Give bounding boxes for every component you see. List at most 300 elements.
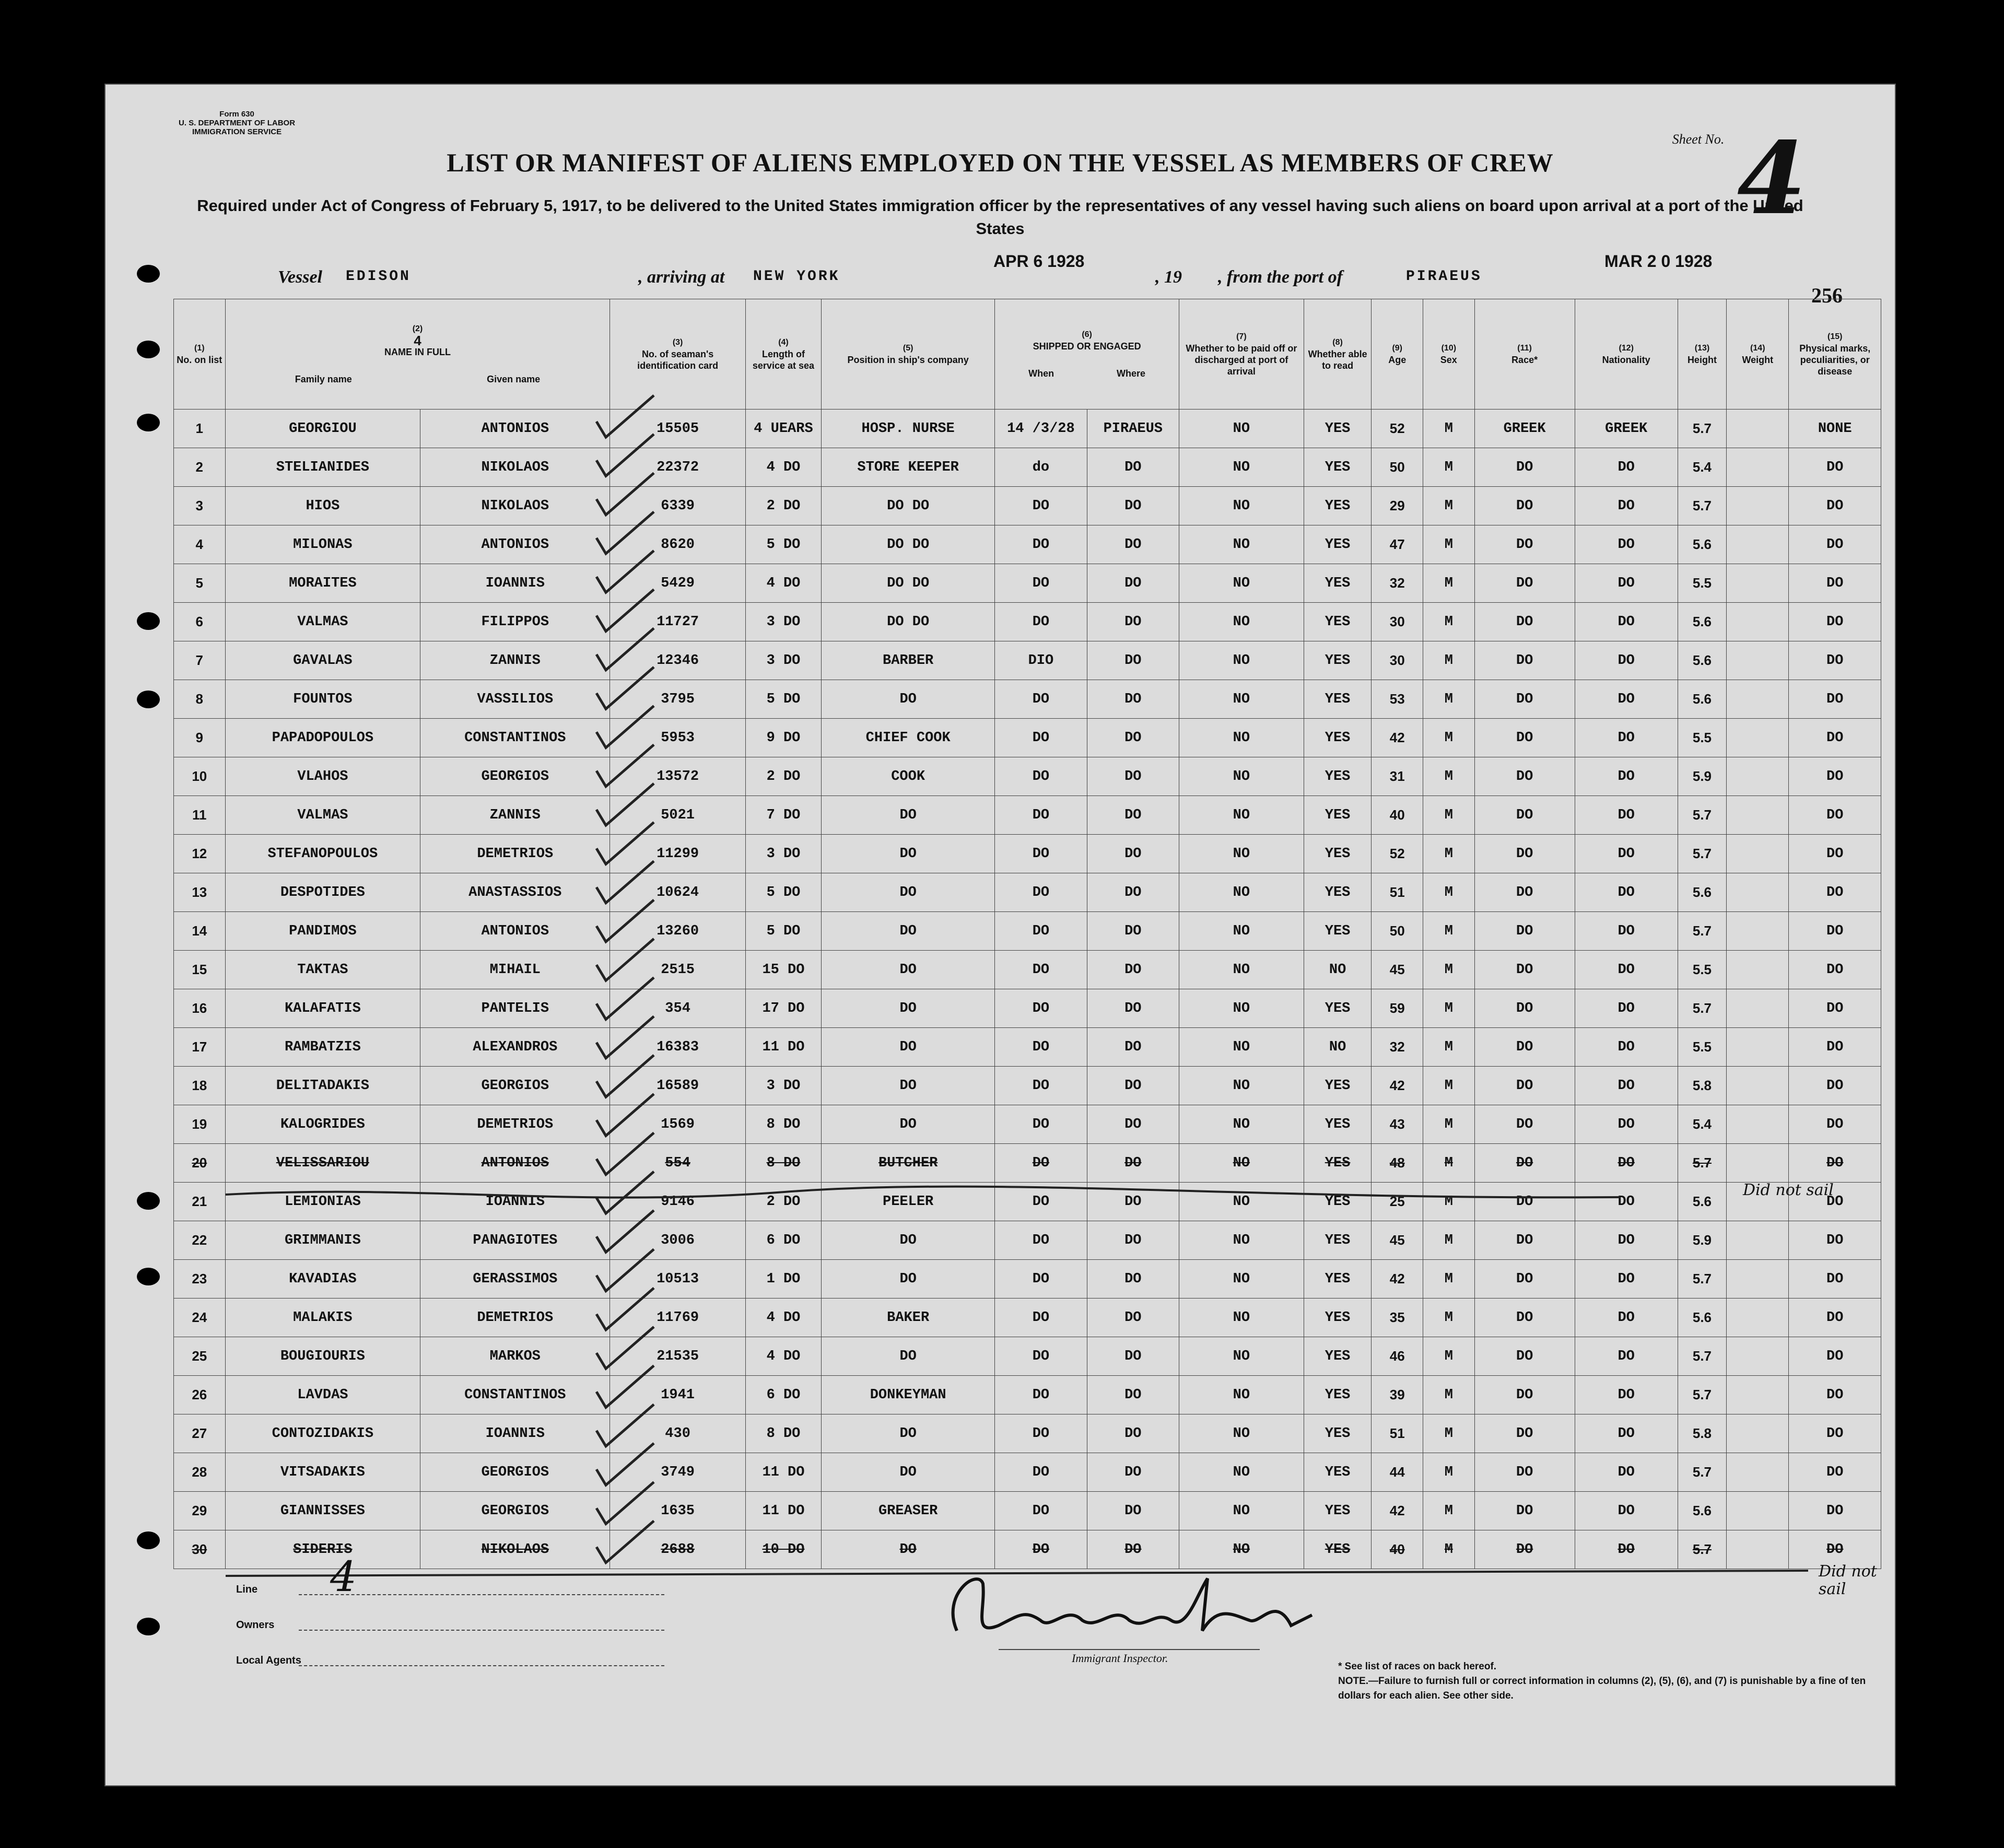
cell-family: LAVDAS	[225, 1376, 420, 1414]
table-row	[174, 951, 1881, 989]
cell-when: 14 /3/28	[995, 410, 1087, 448]
cell-position: DO	[822, 1105, 995, 1144]
cell-age: 31	[1372, 757, 1423, 796]
cell-no: 28	[174, 1453, 226, 1492]
cell-paid: NO	[1179, 719, 1304, 757]
cell-given: MARKOS	[420, 1337, 610, 1376]
cell-nat: DO	[1575, 912, 1678, 951]
cell-height: 5.7	[1678, 989, 1726, 1028]
cell-when: do	[995, 448, 1087, 487]
punch-hole	[137, 265, 160, 283]
cell-service: 17 DO	[745, 989, 821, 1028]
punch-hole	[137, 691, 160, 708]
cell-weight	[1727, 1221, 1789, 1260]
cell-age: 40	[1372, 1530, 1423, 1569]
cell-marks: DO	[1789, 796, 1881, 835]
cell-card: 3749	[610, 1453, 745, 1492]
cell-race: DO	[1474, 603, 1575, 641]
cell-weight	[1727, 1414, 1789, 1453]
cell-marks: DO	[1789, 525, 1881, 564]
subheader: Family name	[295, 374, 352, 384]
cell-service: 5 DO	[745, 912, 821, 951]
cell-where: DO	[1087, 1414, 1179, 1453]
cell-family: KALAFATIS	[225, 989, 420, 1028]
cell-service: 4 DO	[745, 1337, 821, 1376]
cell-service: 10 DO	[745, 1530, 821, 1569]
cell-family: VALMAS	[225, 603, 420, 641]
cell-position: DO	[822, 1337, 995, 1376]
cell-where: DO	[1087, 1221, 1179, 1260]
cell-sex: M	[1423, 410, 1475, 448]
cell-nat: DO	[1575, 1376, 1678, 1414]
cell-card: 5021	[610, 796, 745, 835]
cell-marks: DO	[1789, 1376, 1881, 1414]
cell-height: 5.5	[1678, 719, 1726, 757]
cell-given: IOANNIS	[420, 1183, 610, 1221]
cell-read: YES	[1304, 525, 1372, 564]
cell-race: DO	[1474, 1414, 1575, 1453]
cell-race: DO	[1474, 1183, 1575, 1221]
cell-marks: DO	[1789, 1299, 1881, 1337]
cell-given: NIKOLAOS	[420, 1530, 610, 1569]
cell-sex: M	[1423, 1414, 1475, 1453]
cell-nat: DO	[1575, 719, 1678, 757]
cell-age: 42	[1372, 1067, 1423, 1105]
cell-paid: NO	[1179, 1105, 1304, 1144]
table-row	[174, 1067, 1881, 1105]
departure-date-stamp: MAR 2 0 1928	[1604, 252, 1713, 271]
cell-marks: DO	[1789, 719, 1881, 757]
cell-position: DO	[822, 1414, 995, 1453]
cell-nat: DO	[1575, 487, 1678, 525]
table-row	[174, 1028, 1881, 1067]
cell-sex: M	[1423, 1144, 1475, 1183]
cell-marks: DO	[1789, 757, 1881, 796]
cell-no: 3	[174, 487, 226, 525]
cell-weight	[1727, 448, 1789, 487]
cell-height: 5.7	[1678, 487, 1726, 525]
sheet-number	[1672, 120, 1806, 237]
cell-nat: DO	[1575, 989, 1678, 1028]
cell-age: 50	[1372, 912, 1423, 951]
cell-family: VELISSARIOU	[225, 1144, 420, 1183]
cell-paid: NO	[1179, 525, 1304, 564]
cell-card: 13572	[610, 757, 745, 796]
cell-marks: NONE	[1789, 410, 1881, 448]
cell-age: 40	[1372, 796, 1423, 835]
cell-given: FILIPPOS	[420, 603, 610, 641]
cell-read: YES	[1304, 912, 1372, 951]
cell-sex: M	[1423, 835, 1475, 873]
cell-sex: M	[1423, 1453, 1475, 1492]
arriving-label: , arriving at	[638, 267, 725, 287]
cell-read: YES	[1304, 1144, 1372, 1183]
cell-family: DESPOTIDES	[225, 873, 420, 912]
cell-marks: DO	[1789, 641, 1881, 680]
cell-nat: DO	[1575, 1105, 1678, 1144]
cell-weight	[1727, 951, 1789, 989]
table-row	[174, 912, 1881, 951]
cell-position: DO	[822, 1221, 995, 1260]
cell-read: YES	[1304, 1299, 1372, 1337]
cell-weight	[1727, 1453, 1789, 1492]
cell-race: DO	[1474, 1260, 1575, 1299]
cell-read: YES	[1304, 680, 1372, 719]
inspector-label: Immigrant Inspector.	[1072, 1652, 1168, 1665]
cell-read: YES	[1304, 796, 1372, 835]
cell-when: DO	[995, 912, 1087, 951]
cell-race: DO	[1474, 1221, 1575, 1260]
cell-sex: M	[1423, 525, 1475, 564]
cell-position: STORE KEEPER	[822, 448, 995, 487]
cell-weight	[1727, 912, 1789, 951]
cell-service: 1 DO	[745, 1260, 821, 1299]
cell-family: MILONAS	[225, 525, 420, 564]
cell-sex: M	[1423, 912, 1475, 951]
cell-height: 5.7	[1678, 1530, 1726, 1569]
cell-where: DO	[1087, 1183, 1179, 1221]
cell-read: YES	[1304, 1414, 1372, 1453]
cell-read: YES	[1304, 603, 1372, 641]
cell-age: 53	[1372, 680, 1423, 719]
cell-service: 8 DO	[745, 1105, 821, 1144]
cell-given: CONSTANTINOS	[420, 1376, 610, 1414]
punch-hole	[137, 612, 160, 630]
punch-hole	[137, 1192, 160, 1210]
cell-card: 16383	[610, 1028, 745, 1067]
cell-when: DO	[995, 1144, 1087, 1183]
cell-sex: M	[1423, 1028, 1475, 1067]
cell-weight	[1727, 1376, 1789, 1414]
cell-read: YES	[1304, 1183, 1372, 1221]
cell-nat: DO	[1575, 873, 1678, 912]
cell-paid: NO	[1179, 1453, 1304, 1492]
header-13: (13) Height	[1678, 299, 1726, 410]
form-id: Form 630 U. S. DEPARTMENT OF LABOR IMMIGRATION SERVICE	[179, 110, 296, 136]
cell-age: 25	[1372, 1183, 1423, 1221]
cell-paid: NO	[1179, 873, 1304, 912]
cell-marks: DO	[1789, 873, 1881, 912]
cell-age: 29	[1372, 487, 1423, 525]
cell-family: STEFANOPOULOS	[225, 835, 420, 873]
table-row	[174, 680, 1881, 719]
cell-marks: DO	[1789, 989, 1881, 1028]
table-row	[174, 1376, 1881, 1414]
cell-paid: NO	[1179, 757, 1304, 796]
sheet-number-value: 4	[1737, 120, 1806, 237]
cell-race: DO	[1474, 912, 1575, 951]
cell-marks: DO	[1789, 680, 1881, 719]
cell-age: 39	[1372, 1376, 1423, 1414]
cell-paid: NO	[1179, 951, 1304, 989]
cell-service: 3 DO	[745, 603, 821, 641]
cell-race: DO	[1474, 1144, 1575, 1183]
cell-read: YES	[1304, 448, 1372, 487]
cell-given: CONSTANTINOS	[420, 719, 610, 757]
punch-hole	[137, 341, 160, 358]
cell-sex: M	[1423, 564, 1475, 603]
cell-paid: NO	[1179, 1260, 1304, 1299]
cell-family: VLAHOS	[225, 757, 420, 796]
cell-weight	[1727, 525, 1789, 564]
cell-sex: M	[1423, 873, 1475, 912]
cell-where: DO	[1087, 525, 1179, 564]
table-row	[174, 641, 1881, 680]
cell-where: DO	[1087, 1299, 1179, 1337]
cell-given: ZANNIS	[420, 796, 610, 835]
cell-when: DO	[995, 603, 1087, 641]
cell-height: 5.8	[1678, 1067, 1726, 1105]
cell-sex: M	[1423, 989, 1475, 1028]
cell-sex: M	[1423, 1067, 1475, 1105]
table-row	[174, 1221, 1881, 1260]
cell-marks: DO	[1789, 1260, 1881, 1299]
cell-given: ALEXANDROS	[420, 1028, 610, 1067]
cell-family: KALOGRIDES	[225, 1105, 420, 1144]
cell-height: 5.9	[1678, 1221, 1726, 1260]
cell-marks: DO	[1789, 1144, 1881, 1183]
cell-family: DELITADAKIS	[225, 1067, 420, 1105]
cell-service: 4 DO	[745, 1299, 821, 1337]
cell-race: DO	[1474, 989, 1575, 1028]
cell-no: 23	[174, 1260, 226, 1299]
page-title: LIST OR MANIFEST OF ALIENS EMPLOYED ON THE VESSEL AS MEMBERS OF CREW	[447, 148, 1554, 177]
cell-given: ANTONIOS	[420, 410, 610, 448]
cell-sex: M	[1423, 1337, 1475, 1376]
cell-height: 5.7	[1678, 835, 1726, 873]
annotation-row20: Did not sail	[1743, 1181, 1834, 1199]
cell-read: YES	[1304, 1492, 1372, 1530]
cell-nat: DO	[1575, 796, 1678, 835]
cell-given: DEMETRIOS	[420, 1299, 610, 1337]
cell-marks: DO	[1789, 1105, 1881, 1144]
cell-where: DO	[1087, 989, 1179, 1028]
cell-when: DO	[995, 487, 1087, 525]
cell-weight	[1727, 410, 1789, 448]
table-row	[174, 487, 1881, 525]
cell-race: DO	[1474, 1337, 1575, 1376]
cell-height: 5.7	[1678, 410, 1726, 448]
cell-family: VITSADAKIS	[225, 1453, 420, 1492]
cell-position: BUTCHER	[822, 1144, 995, 1183]
table-row	[174, 1144, 1881, 1183]
cell-service: 3 DO	[745, 1067, 821, 1105]
cell-race: DO	[1474, 564, 1575, 603]
cell-weight	[1727, 1492, 1789, 1530]
cell-paid: NO	[1179, 1067, 1304, 1105]
cell-height: 5.6	[1678, 873, 1726, 912]
cell-position: DO	[822, 873, 995, 912]
cell-nat: DO	[1575, 603, 1678, 641]
header-2: (2) 4 NAME IN FULL Family name Given name	[225, 299, 610, 410]
cell-marks: DO	[1789, 1028, 1881, 1067]
cell-given: ANTONIOS	[420, 1144, 610, 1183]
punch-hole	[137, 1531, 160, 1549]
cell-position: DO	[822, 1028, 995, 1067]
cell-when: DO	[995, 951, 1087, 989]
cell-weight	[1727, 487, 1789, 525]
cell-nat: DO	[1575, 1299, 1678, 1337]
cell-family: MALAKIS	[225, 1299, 420, 1337]
cell-when: DIO	[995, 641, 1087, 680]
cell-height: 5.5	[1678, 951, 1726, 989]
cell-position: DO DO	[822, 525, 995, 564]
cell-nat: DO	[1575, 835, 1678, 873]
cell-height: 5.6	[1678, 680, 1726, 719]
cell-age: 32	[1372, 564, 1423, 603]
cell-service: 3 DO	[745, 835, 821, 873]
cell-sex: M	[1423, 757, 1475, 796]
cell-height: 5.5	[1678, 1028, 1726, 1067]
cell-nat: DO	[1575, 1221, 1678, 1260]
cell-where: DO	[1087, 873, 1179, 912]
cell-when: DO	[995, 1299, 1087, 1337]
cell-when: DO	[995, 1260, 1087, 1299]
table-row	[174, 873, 1881, 912]
cell-height: 5.6	[1678, 1183, 1726, 1221]
cell-nat: DO	[1575, 951, 1678, 989]
cell-weight	[1727, 564, 1789, 603]
cell-service: 11 DO	[745, 1453, 821, 1492]
cell-no: 30	[174, 1530, 226, 1569]
cell-race: DO	[1474, 525, 1575, 564]
cell-card: 554	[610, 1144, 745, 1183]
cell-race: DO	[1474, 1453, 1575, 1492]
cell-nat: DO	[1575, 1530, 1678, 1569]
cell-card: 15505	[610, 410, 745, 448]
cell-where: DO	[1087, 603, 1179, 641]
cell-age: 59	[1372, 989, 1423, 1028]
cell-no: 7	[174, 641, 226, 680]
cell-read: YES	[1304, 989, 1372, 1028]
cell-where: DO	[1087, 757, 1179, 796]
table-row	[174, 1299, 1881, 1337]
cell-paid: NO	[1179, 1221, 1304, 1260]
cell-family: BOUGIOURIS	[225, 1337, 420, 1376]
cell-no: 22	[174, 1221, 226, 1260]
cell-no: 1	[174, 410, 226, 448]
punch-hole	[137, 1268, 160, 1285]
page-number: 256	[1811, 284, 1843, 307]
cell-position: DO	[822, 835, 995, 873]
cell-race: DO	[1474, 448, 1575, 487]
cell-given: ANTONIOS	[420, 912, 610, 951]
table-row	[174, 1453, 1881, 1492]
cell-service: 7 DO	[745, 796, 821, 835]
cell-paid: NO	[1179, 603, 1304, 641]
cell-race: DO	[1474, 796, 1575, 835]
cell-family: GAVALAS	[225, 641, 420, 680]
header-7: (7) Whether to be paid off or discharged at port of arrival	[1179, 299, 1304, 410]
cell-service: 9 DO	[745, 719, 821, 757]
cell-paid: NO	[1179, 410, 1304, 448]
header-1: (1) No. on list	[174, 299, 226, 410]
cell-position: DO	[822, 1067, 995, 1105]
cell-sex: M	[1423, 1530, 1475, 1569]
cell-paid: NO	[1179, 641, 1304, 680]
cell-sex: M	[1423, 1260, 1475, 1299]
cell-weight	[1727, 757, 1789, 796]
cell-card: 22372	[610, 448, 745, 487]
crew-table-wrap	[173, 299, 1881, 1569]
cell-nat: DO	[1575, 1183, 1678, 1221]
cell-when: DO	[995, 1530, 1087, 1569]
cell-read: YES	[1304, 719, 1372, 757]
cell-given: GEORGIOS	[420, 1067, 610, 1105]
cell-card: 10624	[610, 873, 745, 912]
cell-family: CONTOZIDAKIS	[225, 1414, 420, 1453]
cell-where: DO	[1087, 1144, 1179, 1183]
cell-weight	[1727, 680, 1789, 719]
cell-card: 13260	[610, 912, 745, 951]
owners-label: Owners	[236, 1619, 275, 1631]
cell-sex: M	[1423, 951, 1475, 989]
cell-card: 430	[610, 1414, 745, 1453]
cell-nat: DO	[1575, 448, 1678, 487]
cell-card: 21535	[610, 1337, 745, 1376]
table-row	[174, 989, 1881, 1028]
cell-age: 50	[1372, 448, 1423, 487]
table-row	[174, 448, 1881, 487]
cell-no: 10	[174, 757, 226, 796]
cell-age: 47	[1372, 525, 1423, 564]
cell-nat: DO	[1575, 525, 1678, 564]
cell-nat: DO	[1575, 1067, 1678, 1105]
cell-height: 5.6	[1678, 525, 1726, 564]
cell-no: 2	[174, 448, 226, 487]
line-value: 4	[330, 1552, 357, 1601]
cell-when: DO	[995, 1414, 1087, 1453]
cell-card: 16589	[610, 1067, 745, 1105]
cell-position: DO	[822, 912, 995, 951]
cell-sex: M	[1423, 448, 1475, 487]
cell-age: 52	[1372, 410, 1423, 448]
cell-height: 5.7	[1678, 912, 1726, 951]
cell-position: DONKEYMAN	[822, 1376, 995, 1414]
cell-age: 51	[1372, 873, 1423, 912]
cell-family: GIANNISSES	[225, 1492, 420, 1530]
cell-card: 9146	[610, 1183, 745, 1221]
cell-race: DO	[1474, 1105, 1575, 1144]
cell-nat: DO	[1575, 1453, 1678, 1492]
cell-card: 5429	[610, 564, 745, 603]
cell-given: NIKOLAOS	[420, 487, 610, 525]
cell-race: DO	[1474, 1530, 1575, 1569]
cell-nat: DO	[1575, 1492, 1678, 1530]
cell-age: 52	[1372, 835, 1423, 873]
cell-when: DO	[995, 1376, 1087, 1414]
header-14: (14) Weight	[1727, 299, 1789, 410]
from-port: PIRAEUS	[1406, 268, 1482, 285]
arrival-date-stamp: APR 6 1928	[993, 252, 1085, 271]
cell-service: 5 DO	[745, 873, 821, 912]
vessel-name: EDISON	[346, 268, 411, 285]
cell-card: 11299	[610, 835, 745, 873]
cell-paid: NO	[1179, 564, 1304, 603]
cell-when: DO	[995, 564, 1087, 603]
cell-service: 3 DO	[745, 641, 821, 680]
vessel-label: Vessel	[278, 267, 322, 287]
cell-marks: DO	[1789, 487, 1881, 525]
cell-where: DO	[1087, 1028, 1179, 1067]
cell-read: YES	[1304, 835, 1372, 873]
cell-position: DO DO	[822, 603, 995, 641]
cell-when: DO	[995, 1183, 1087, 1221]
cell-no: 5	[174, 564, 226, 603]
cell-weight	[1727, 1299, 1789, 1337]
cell-given: VASSILIOS	[420, 680, 610, 719]
cell-read: YES	[1304, 1453, 1372, 1492]
